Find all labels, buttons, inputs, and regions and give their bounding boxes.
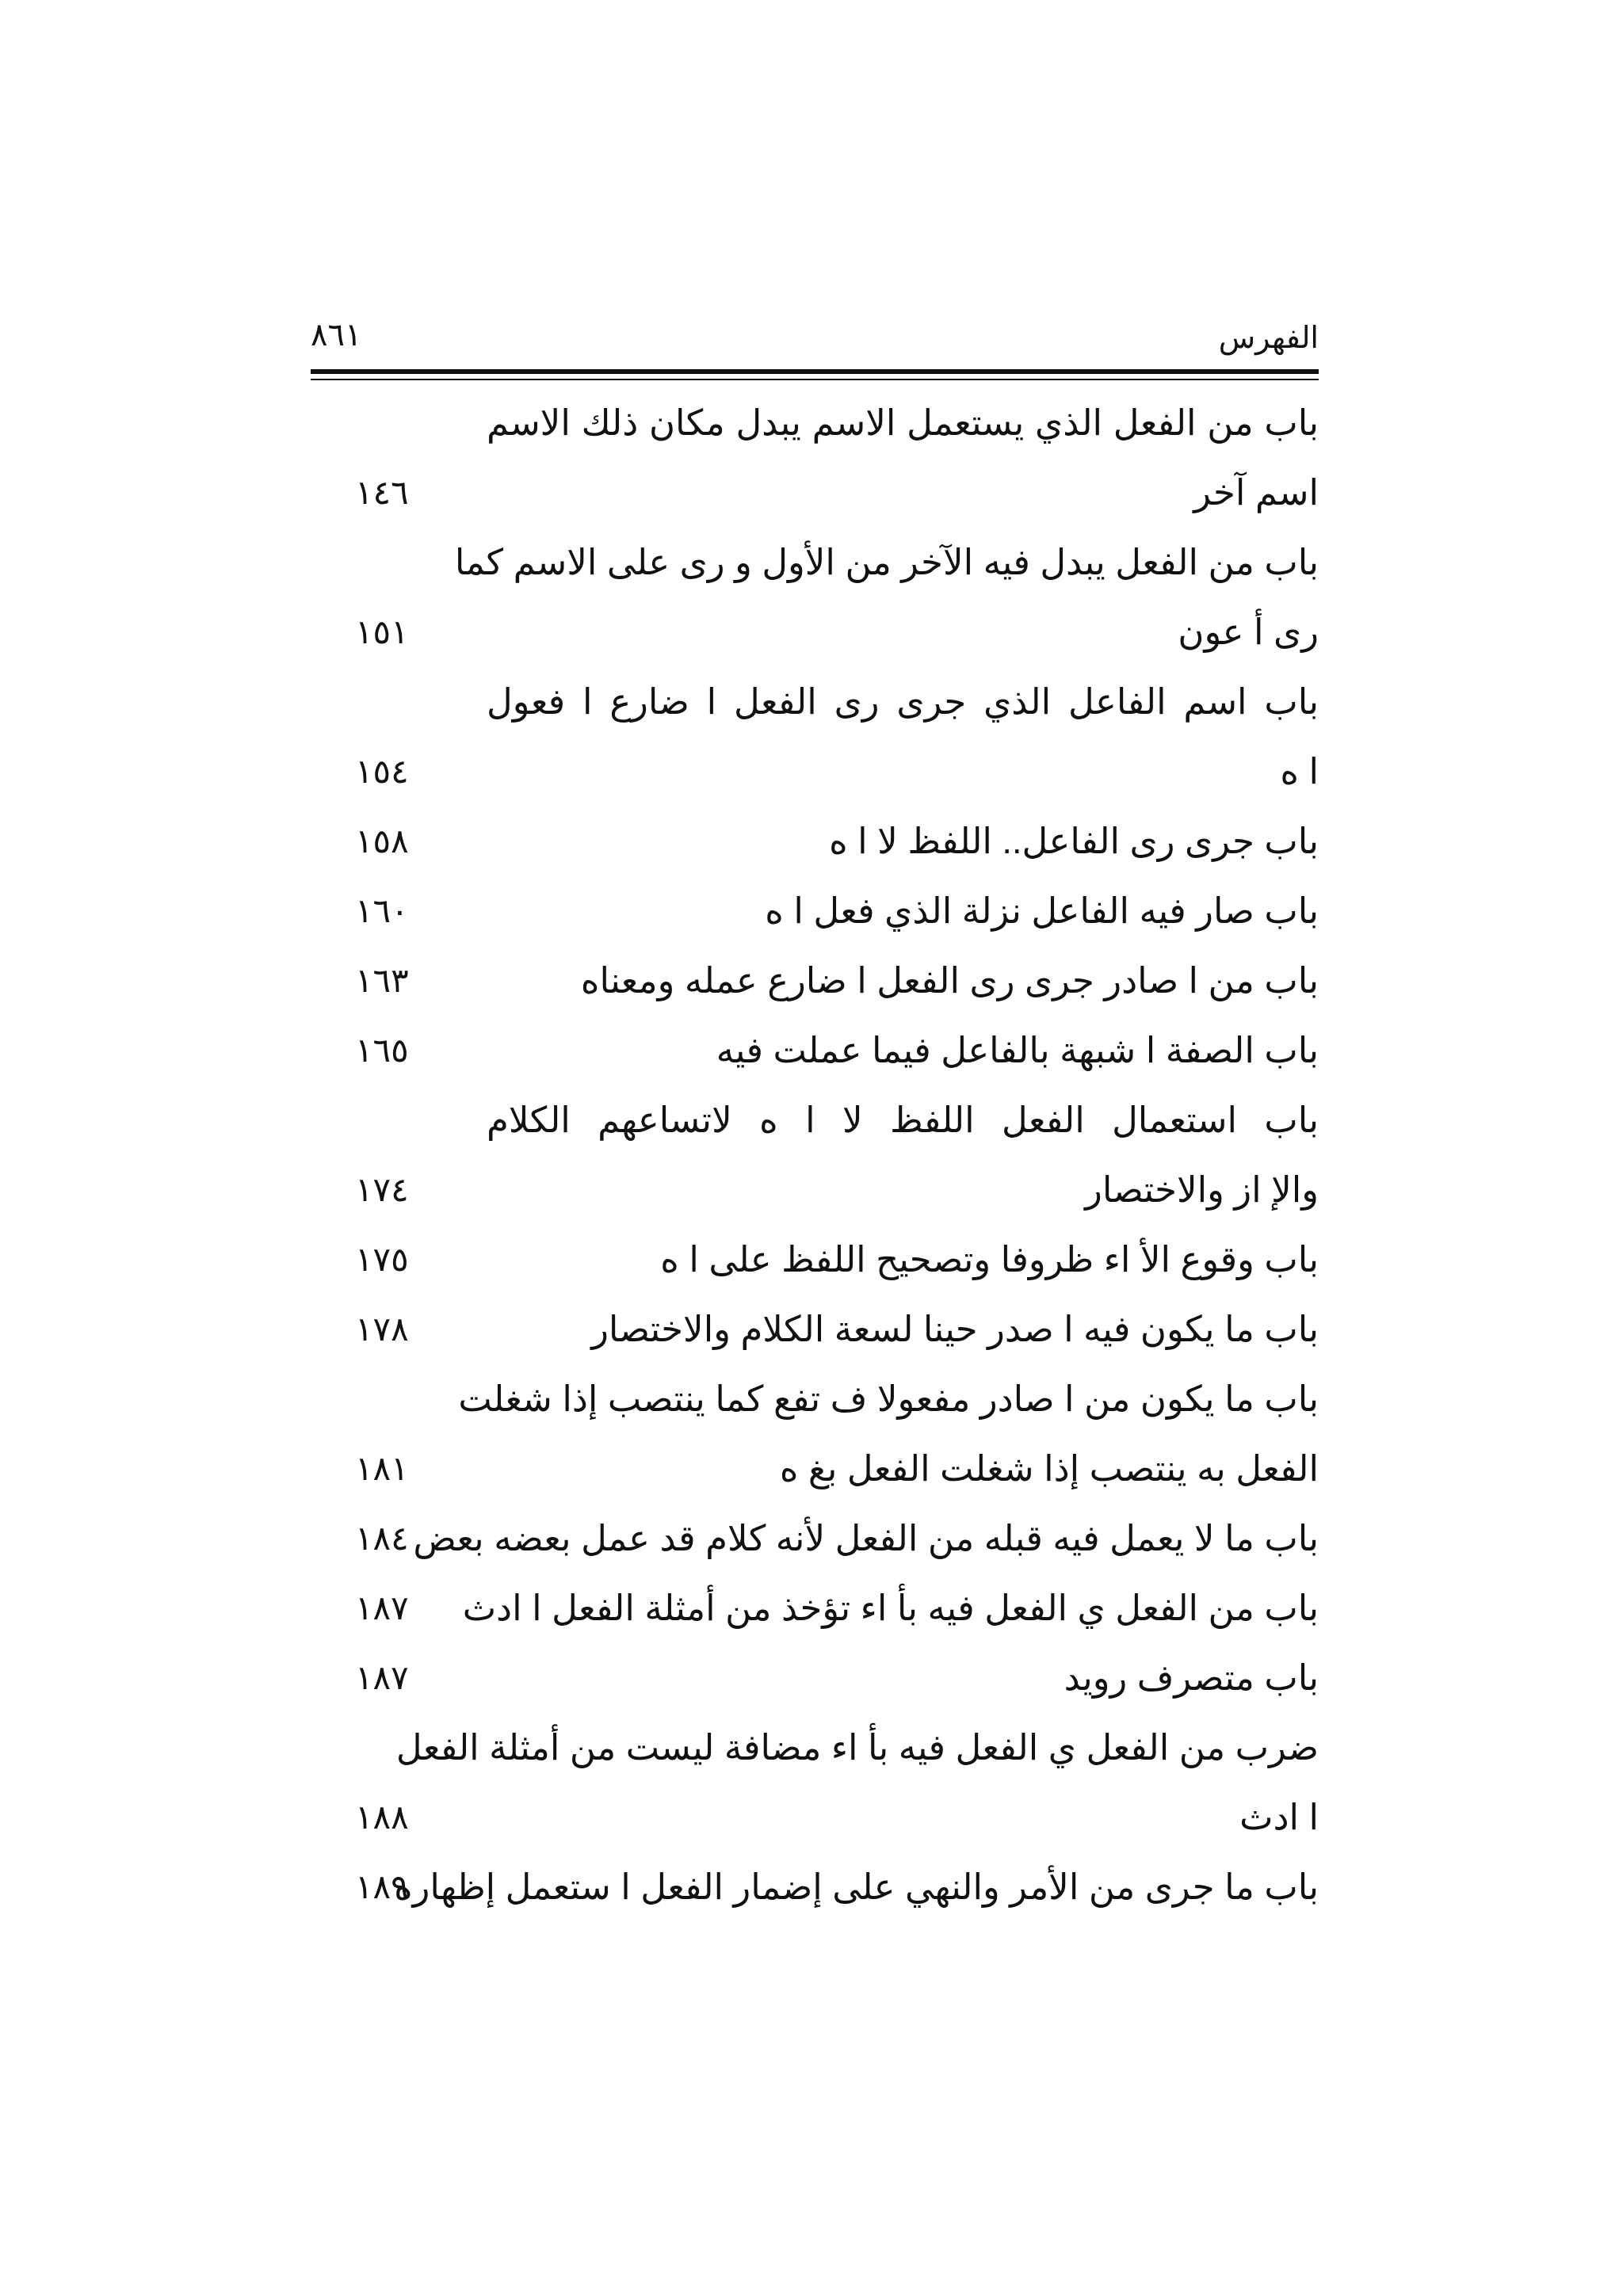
toc-entry-page: ١٥٤ <box>355 753 409 790</box>
toc-entry <box>0 388 1623 458</box>
toc-entry <box>0 1783 1623 1852</box>
toc-entry <box>0 667 1623 737</box>
toc-entry-page: ١٨١ <box>355 1450 409 1487</box>
toc-entry-page: ١٦٥ <box>355 1032 409 1069</box>
toc-entry-text: ا ادث <box>1239 1797 1319 1837</box>
toc-entry-text: باب ما جرى من الأمر والنهي على إضمار الفعل ا ستعمل إظهاره <box>394 1867 1319 1907</box>
toc-entry-text: باب من الفعل يبدل فيه الآخر من الأول و رى على الاسم كما <box>454 542 1319 582</box>
toc-entry <box>0 1364 1623 1434</box>
toc-entry <box>0 597 1623 667</box>
toc-entry-page: ١٨٨ <box>355 1798 409 1836</box>
toc-entry-page: ١٧٨ <box>355 1310 409 1348</box>
toc-entry-text: باب جرى رى الفاعل.. اللفظ لا ا ه <box>829 821 1319 861</box>
running-header <box>311 317 1319 357</box>
toc-entry-text: باب من الفعل الذي يستعمل الاسم يبدل مكان ذلك الاسم <box>487 402 1319 443</box>
toc-entry <box>0 1085 1623 1155</box>
toc-entry <box>0 1225 1623 1295</box>
toc-entry <box>0 1016 1623 1085</box>
header-rule <box>311 369 1319 374</box>
toc-entry-text: رى أ عون <box>1178 612 1319 652</box>
toc-entry <box>0 946 1623 1016</box>
toc-entry-text: باب متصرف رويد <box>1064 1657 1319 1698</box>
toc-entry <box>0 1713 1623 1783</box>
page-number: ٨٦١ <box>311 318 362 353</box>
toc-entry-page: ١٧٥ <box>355 1241 409 1278</box>
header-title: الفهرس <box>1218 322 1319 355</box>
toc-entry <box>0 528 1623 597</box>
toc-entry-text: باب استعمال الفعل اللفظ لا ا ه لاتساعهم الكلام <box>487 1100 1319 1140</box>
toc-entry-text: باب وقوع الأ اء ظروفا وتصحيح اللفظ على ا ه <box>660 1239 1319 1280</box>
toc-entry-page: ١٨٩ <box>355 1868 409 1905</box>
toc-entry-text: والإ از والاختصار <box>1085 1169 1319 1210</box>
toc-entry-page: ١٧٤ <box>355 1171 409 1208</box>
toc-entry-text: ا ه <box>1280 751 1319 791</box>
toc-entry <box>0 1643 1623 1713</box>
toc-entry <box>0 1155 1623 1225</box>
toc-entry-text: باب من ا صادر جرى رى الفعل ا ضارع عمله ومعناه <box>580 960 1319 1001</box>
toc-entry <box>0 1434 1623 1504</box>
toc-entry-page: ١٨٧ <box>355 1589 409 1627</box>
toc-entry-text: باب صار فيه الفاعل نزلة الذي فعل ا ه <box>765 891 1319 931</box>
toc-entry-text: الفعل به ينتصب إذا شغلت الفعل بغ ه <box>779 1448 1319 1489</box>
toc-entry-text: باب الصفة ا شبهة بالفاعل فيما عملت فيه <box>716 1030 1319 1070</box>
toc-entry <box>0 1573 1623 1643</box>
toc-entry <box>0 458 1623 528</box>
toc-entry <box>0 737 1623 807</box>
toc-entry-text: ضرب من الفعل ي الفعل فيه بأ اء مضافة ليست من أمثلة الفعل <box>395 1727 1319 1768</box>
toc-entry-page: ١٥٨ <box>355 822 409 860</box>
toc-entry <box>0 807 1623 876</box>
toc-entry <box>0 1852 1623 1922</box>
toc-entry-text: باب من الفعل ي الفعل فيه بأ اء تؤخذ من أمثلة الفعل ا ادث <box>462 1588 1319 1628</box>
toc-entry-page: ١٦٣ <box>355 962 409 999</box>
table-of-contents <box>0 388 1623 1922</box>
toc-entry-text: باب ما يكون فيه ا صدر حينا لسعة الكلام والاختصار <box>591 1309 1319 1349</box>
header-rule-thin <box>311 379 1319 380</box>
toc-entry <box>0 1295 1623 1364</box>
toc-entry-text: باب اسم الفاعل الذي جرى رى الفعل ا ضارع ا فعول <box>487 681 1319 722</box>
toc-entry-page: ١٨٧ <box>355 1659 409 1696</box>
toc-entry-text: باب ما لا يعمل فيه قبله من الفعل لأنه كلام قد عمل بعضه بعض <box>413 1518 1319 1558</box>
toc-entry-text: اسم آخر <box>1193 472 1319 513</box>
toc-entry <box>0 876 1623 946</box>
toc-entry-page: ١٥١ <box>355 613 409 650</box>
toc-entry-page: ١٦٠ <box>355 892 409 929</box>
toc-entry-text: باب ما يكون من ا صادر مفعولا ف تفع كما ينتصب إذا شغلت <box>458 1379 1319 1419</box>
toc-entry-page: ١٤٦ <box>355 474 409 511</box>
toc-entry-page: ١٨٤ <box>355 1520 409 1557</box>
toc-entry <box>0 1504 1623 1573</box>
